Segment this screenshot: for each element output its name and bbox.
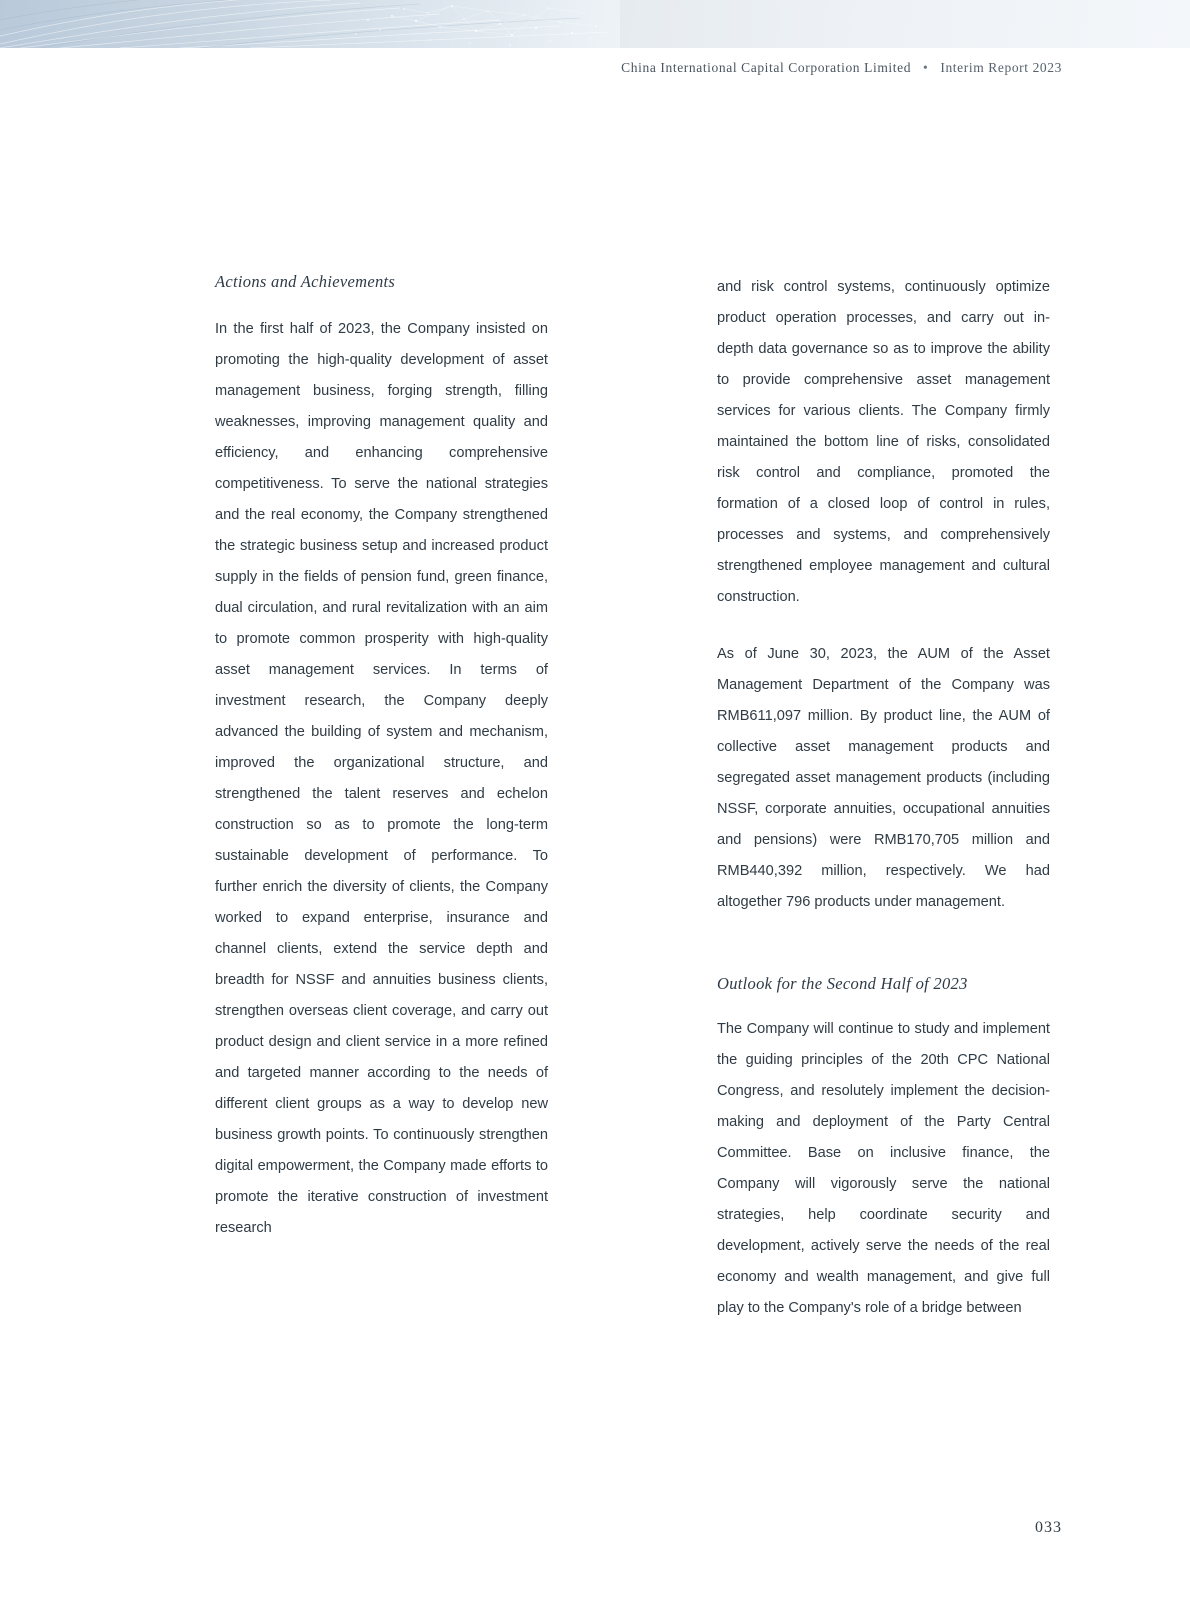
running-header [621,60,1062,76]
left-column [215,272,548,1324]
paragraph: and risk control systems, continuously optimize product operation processes, and carry out in-depth data governance so as to improve the ability to provide comprehensive asset management services for various clients. The Company firmly maintained the bottom line of risks, consolidated risk control and compliance, promoted the formation of a closed loop of control in rules, processes and systems, and comprehensively strengthened employee management and cultural construction. [717,279,1050,605]
section-title-actions-and-achievements: Actions and Achievements [215,272,396,291]
header-separator-icon: • [923,60,929,75]
paragraph: As of June 30, 2023, the AUM of the Asset Management Department of the Company was RMB611,097 million. By product line, the AUM of collective asset management products and segregated asset management products (including NSSF, corporate annuities, occupational annuities and pensions) were RMB170,705 million and RMB440,392 million, respectively. We had altogether 796 products under management. [717,646,1050,910]
banner-pattern-icon [0,0,1190,48]
right-column [717,272,1050,1324]
page-number: 033 [1035,1519,1062,1536]
paragraph: In the first half of 2023, the Company insisted on promoting the high-quality development of asset management business, forging strength, filling weaknesses, improving management quality and efficiency, and enhancing comprehensive competitiveness. To serve the national strategies and the real economy, the Company strengthened the strategic business setup and increased product supply in the fields of pension fund, green finance, dual circulation, and rural revitalization with an aim to promote common prosperity with high-quality asset management services. In terms of investment research, the Company deeply advanced the building of system and mechanism, improved the organizational structure, and strengthened the talent reserves and echelon construction so as to promote the long-term sustainable development of performance. To further enrich the diversity of clients, the Company worked to expand enterprise, insurance and channel clients, extend the service depth and breadth for NSSF and annuities business clients, strengthen overseas client coverage, and carry out product design and client service in a more refined and targeted manner according to the needs of different client groups as a way to develop new business growth points. To continuously strengthen digital empowerment, the Company made efforts to promote the iterative construction of investment research [215,321,548,1236]
section-title-outlook-second-half: Outlook for the Second Half of 2023 [717,974,968,993]
paragraph: The Company will continue to study and implement the guiding principles of the 20th CPC National Congress, and resolutely implement the decision-making and deployment of the Party Central Committee. Base on inclusive finance, the Company will vigorously serve the national strategies, help coordinate security and development, actively serve the needs of the real economy and wealth management, and give full play to the Company's role of a bridge between [717,1021,1050,1316]
header-report-name: Interim Report 2023 [940,60,1062,75]
decorative-top-banner [0,0,1190,48]
header-company-name: China International Capital Corporation Limited [621,60,912,75]
page-content [215,272,1050,1324]
